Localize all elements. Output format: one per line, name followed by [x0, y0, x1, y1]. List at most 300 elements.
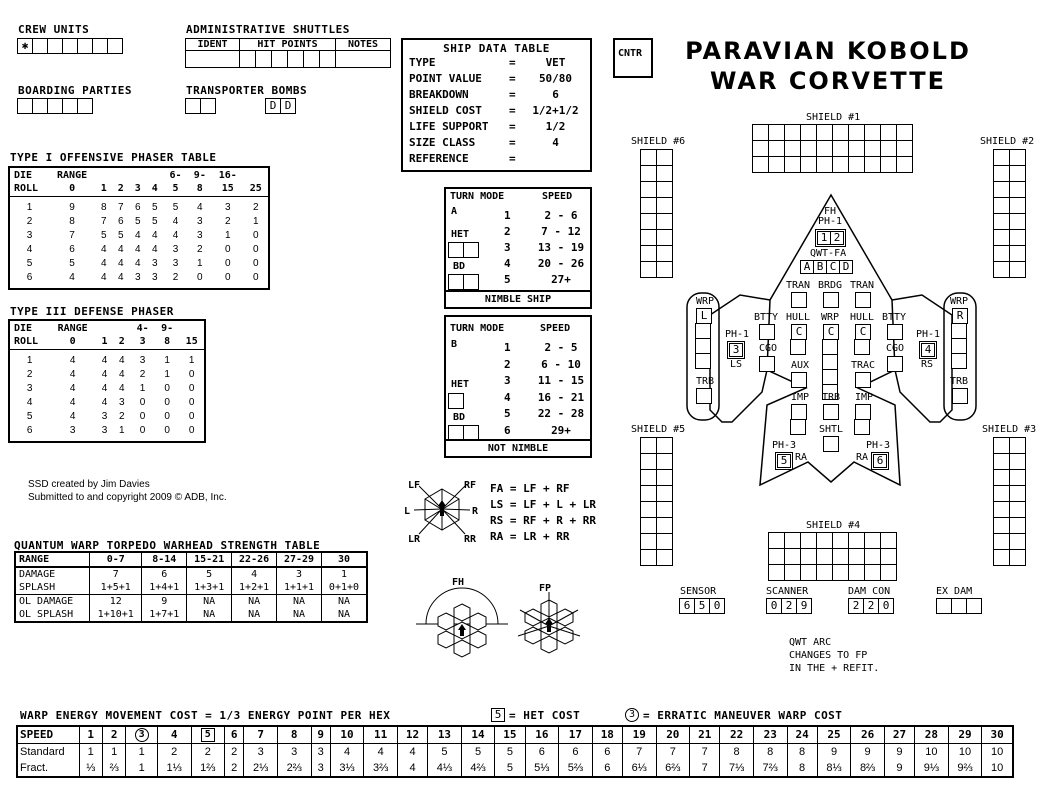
trb-right-box[interactable] — [952, 388, 968, 404]
shield-box[interactable] — [994, 214, 1010, 230]
ph3-left-box[interactable]: 5 — [775, 452, 793, 470]
ship-data-row — [409, 119, 584, 135]
shield-box[interactable] — [641, 166, 657, 182]
ship-data-row — [409, 55, 584, 71]
phaser-row — [10, 242, 268, 256]
shield-box[interactable] — [785, 549, 801, 565]
ph3-right-box[interactable]: 6 — [871, 452, 889, 470]
phaser-header: 2 — [112, 182, 129, 196]
shield3-boxes[interactable] — [993, 437, 1026, 566]
shield-box[interactable] — [641, 262, 657, 278]
shield-box[interactable] — [881, 157, 897, 173]
shield-box[interactable] — [641, 198, 657, 214]
erratic-marker: 3 — [135, 728, 149, 742]
phaser-header: ROLL — [10, 182, 49, 196]
speed-cell: 16 — [525, 726, 559, 743]
qwt-d[interactable]: D — [839, 260, 853, 274]
torp-cell: NA — [187, 595, 232, 609]
torp-cell: NA — [232, 608, 277, 622]
btty-left-box[interactable] — [759, 324, 775, 340]
fract-cell: 4⅓ — [428, 760, 462, 777]
turn-mode-number: 1 — [504, 209, 511, 222]
speed-cell: 17 — [559, 726, 593, 743]
shield-box[interactable] — [994, 518, 1010, 534]
shield-box[interactable] — [994, 438, 1010, 454]
qwt-boxes[interactable] — [800, 260, 853, 274]
turn-mode-number: 2 — [504, 225, 511, 238]
shield-box[interactable] — [769, 533, 785, 549]
shield-box[interactable] — [994, 534, 1010, 550]
shield-box[interactable] — [641, 502, 657, 518]
phaser-header — [129, 168, 146, 182]
shield-box[interactable] — [1010, 518, 1026, 534]
rs-label: RS — [921, 359, 934, 370]
shield-box[interactable] — [769, 549, 785, 565]
shield-box[interactable] — [657, 182, 673, 198]
shield-box[interactable] — [849, 533, 865, 549]
fract-cell: 6 — [592, 760, 622, 777]
qwt-note-2: CHANGES TO FP — [789, 650, 868, 661]
shield-box[interactable] — [801, 141, 817, 157]
shield-box[interactable] — [769, 125, 785, 141]
shield-box[interactable] — [641, 486, 657, 502]
shield-box[interactable] — [657, 198, 673, 214]
speed-cell: 21 — [690, 726, 720, 743]
shield-box[interactable] — [657, 550, 673, 566]
shield-box[interactable] — [833, 565, 849, 581]
shield-box[interactable] — [994, 470, 1010, 486]
transporter-bombs-label: TRANSPORTER BOMBS — [186, 84, 308, 97]
phaser-cell: 0 — [253, 243, 259, 255]
ph1-1[interactable]: 1 — [817, 231, 831, 245]
ship-data-eq: = — [509, 56, 516, 69]
std-cell: 4 — [330, 743, 364, 760]
track-box[interactable]: 0 — [709, 598, 725, 614]
turn-a-bd: BD — [453, 261, 466, 272]
ship-data-key: LIFE SUPPORT — [409, 120, 489, 133]
shield-box[interactable] — [994, 230, 1010, 246]
shield-box[interactable] — [657, 230, 673, 246]
shield-box[interactable] — [1010, 150, 1026, 166]
shield-box[interactable] — [641, 246, 657, 262]
shield-box[interactable] — [994, 502, 1010, 518]
ship-data-eq: = — [509, 136, 516, 149]
btty-right-box[interactable] — [887, 324, 903, 340]
phaser-cell: 6 — [135, 201, 141, 213]
shield-box[interactable] — [801, 125, 817, 141]
shield-box[interactable] — [994, 550, 1010, 566]
cntr-label: CNTR — [618, 48, 643, 59]
aux-label: AUX — [791, 360, 810, 371]
phaser-row — [10, 381, 204, 395]
hull-left-boxes[interactable]: C — [791, 324, 807, 355]
fract-cell: 3⅓ — [330, 760, 364, 777]
phaser-cell: 0 — [188, 382, 195, 394]
shield-box[interactable] — [657, 166, 673, 182]
shield-box[interactable] — [833, 549, 849, 565]
phaser-cell: 4 — [100, 271, 107, 283]
shield-box[interactable] — [849, 157, 865, 173]
ph1-left-box[interactable]: 3 — [727, 341, 745, 359]
track-box[interactable]: 6 — [679, 598, 695, 614]
shield-box[interactable] — [657, 214, 673, 230]
turn-mode-number: 6 — [504, 423, 511, 437]
shield-box[interactable] — [865, 565, 881, 581]
phaser3-table — [8, 319, 206, 443]
phaser-cell: 4 — [69, 368, 76, 380]
shield-box[interactable] — [657, 534, 673, 550]
shield-box[interactable] — [994, 262, 1010, 278]
ship-data-value: 1/2 — [545, 120, 566, 133]
shield-box[interactable] — [801, 157, 817, 173]
shield-box[interactable] — [833, 533, 849, 549]
ship-data-eq: = — [509, 104, 516, 117]
phaser-cell: 0 — [253, 257, 259, 269]
shield-box[interactable] — [785, 141, 801, 157]
shield-box[interactable] — [657, 502, 673, 518]
credit-line1: SSD created by Jim Davies — [28, 479, 150, 490]
fract-cell: 6⅓ — [622, 760, 656, 777]
shield-box[interactable] — [801, 549, 817, 565]
shield-box[interactable] — [641, 534, 657, 550]
ship-data-key: POINT VALUE — [409, 72, 482, 85]
qwt-b[interactable]: B — [813, 260, 827, 274]
ship-data-value: 6 — [552, 88, 559, 101]
phaser-cell: 0 — [164, 410, 170, 422]
std-cell: 9 — [884, 743, 914, 760]
turn-mode-number: 5 — [504, 273, 511, 286]
turn-mode-number: 2 — [504, 357, 511, 371]
shield-box[interactable] — [641, 438, 657, 454]
phaser-cell: 4 — [135, 229, 141, 241]
scanner-track[interactable] — [766, 598, 812, 614]
scanner-label: SCANNER — [766, 586, 809, 597]
phaser1-table — [8, 166, 270, 290]
shield-box[interactable] — [1010, 182, 1026, 198]
track-box[interactable]: 5 — [694, 598, 710, 614]
shield-box[interactable] — [881, 141, 897, 157]
brdg-box[interactable] — [823, 292, 839, 308]
torp-cell: 1 — [321, 567, 367, 581]
turn-a-bd-boxes[interactable] — [448, 274, 479, 290]
shield-box[interactable] — [817, 141, 833, 157]
crew-units-boxes[interactable] — [17, 38, 123, 54]
erratic-symbol: 3 — [625, 708, 639, 722]
phaser-cell: 9 — [69, 201, 75, 213]
turn-mode-speed: 27+ — [551, 273, 571, 286]
shield-box[interactable] — [849, 565, 865, 581]
speed-cell: 30 — [982, 726, 1013, 743]
shield-box[interactable] — [817, 549, 833, 565]
shield-box[interactable] — [897, 157, 913, 173]
arc-lr: LR — [408, 534, 421, 545]
tran-right-box[interactable] — [855, 292, 871, 308]
shield-box[interactable] — [817, 157, 833, 173]
turn-a-het: HET — [451, 229, 470, 240]
wrp-right-boxes[interactable]: R — [952, 308, 968, 369]
shield-box[interactable] — [849, 125, 865, 141]
shield-box[interactable] — [994, 486, 1010, 502]
tbomb-boxes[interactable] — [185, 98, 216, 114]
shield-box[interactable] — [849, 141, 865, 157]
shield-box[interactable] — [1010, 166, 1026, 182]
torp-cell: 1+10+1 — [90, 608, 142, 622]
fract-cell: 2⅓ — [244, 760, 278, 777]
std-cell: 3 — [277, 743, 311, 760]
phaser-cell: 7 — [117, 201, 124, 213]
fract-cell: 4⅔ — [461, 760, 495, 777]
torp-cell: 7 — [90, 567, 142, 581]
ship-data-row — [409, 151, 584, 167]
aux-box[interactable] — [791, 372, 807, 388]
phaser-cell: 0 — [225, 243, 231, 255]
speed-cell: 24 — [787, 726, 817, 743]
shield-box[interactable] — [817, 125, 833, 141]
cgo-right-box[interactable] — [887, 356, 903, 372]
shield-box[interactable] — [641, 454, 657, 470]
shield-box[interactable] — [657, 150, 673, 166]
turn-a-het-boxes[interactable] — [448, 242, 479, 258]
ph1-right-label: PH-1 — [916, 329, 941, 340]
phaser-header: 16- — [218, 169, 237, 181]
shield2-boxes[interactable] — [993, 149, 1026, 278]
shield-box[interactable] — [1010, 230, 1026, 246]
shield-box[interactable] — [785, 157, 801, 173]
shield-box[interactable] — [785, 125, 801, 141]
torp-cell: NA — [321, 595, 367, 609]
shield-box[interactable] — [641, 182, 657, 198]
torp-cell: 4 — [232, 567, 277, 581]
shield3-label: SHIELD #3 — [982, 424, 1037, 435]
torp-header: 22-26 — [232, 552, 277, 567]
phaser-header: RANGE — [57, 169, 88, 181]
trb-center-box[interactable] — [823, 404, 839, 420]
track-box[interactable]: 2 — [863, 598, 879, 614]
shield-box[interactable] — [657, 470, 673, 486]
phaser-cell: 0 — [188, 368, 195, 380]
dummy-bomb-boxes[interactable] — [265, 98, 296, 114]
ship-data-value: 4 — [552, 136, 559, 149]
shield-box[interactable] — [897, 125, 913, 141]
shield-box[interactable] — [897, 141, 913, 157]
shtl-box[interactable] — [823, 436, 839, 452]
shield-box[interactable] — [641, 230, 657, 246]
shield4-boxes[interactable] — [768, 532, 897, 581]
qwt-note-3: IN THE + REFIT. — [789, 663, 880, 674]
shield-box[interactable] — [641, 518, 657, 534]
shield-box[interactable] — [657, 438, 673, 454]
qwt-c[interactable]: C — [826, 260, 840, 274]
shield-box[interactable] — [753, 157, 769, 173]
shield-box[interactable] — [1010, 262, 1026, 278]
speed-cell: 28 — [915, 726, 949, 743]
qwt-a[interactable]: A — [800, 260, 814, 274]
ship-data-value: 50/80 — [538, 72, 573, 85]
shield-box[interactable] — [769, 565, 785, 581]
std-cell: 10 — [948, 743, 982, 760]
speed-cell: 7 — [244, 726, 278, 743]
speed-cell: 14 — [461, 726, 495, 743]
shield-box[interactable] — [994, 454, 1010, 470]
dummy-bomb-1[interactable]: D — [265, 98, 281, 114]
std-cell: 6 — [592, 743, 622, 760]
shield-box[interactable] — [865, 141, 881, 157]
shield-box[interactable] — [994, 246, 1010, 262]
torp-title: QUANTUM WARP TORPEDO WARHEAD STRENGTH TABLE — [14, 539, 321, 552]
torp-cell: 1+1+1 — [277, 581, 322, 595]
shield1-label: SHIELD #1 — [806, 112, 861, 123]
shtl-label: SHTL — [819, 424, 844, 435]
shield-box[interactable] — [657, 518, 673, 534]
phaser-header: 1 — [96, 335, 113, 349]
track-box[interactable]: 2 — [781, 598, 797, 614]
shield-box[interactable] — [641, 470, 657, 486]
boarding-party-boxes[interactable] — [17, 98, 93, 114]
shield-box[interactable] — [1010, 438, 1026, 454]
hull-right-boxes[interactable]: C — [855, 324, 871, 355]
tran-left-box[interactable] — [791, 292, 807, 308]
shield-box[interactable] — [833, 157, 849, 173]
imp-right-box[interactable] — [855, 404, 871, 435]
shield-box[interactable] — [657, 246, 673, 262]
ship-data-eq: = — [509, 88, 516, 101]
shield-box[interactable] — [994, 150, 1010, 166]
exdam-track[interactable] — [936, 598, 982, 614]
shield-box[interactable] — [849, 549, 865, 565]
shield-box[interactable] — [817, 565, 833, 581]
trb-left-box[interactable] — [696, 388, 712, 404]
fract-cell: 3 — [311, 760, 330, 777]
shield-box[interactable] — [657, 486, 673, 502]
ph3-right-arc: RA — [856, 452, 869, 463]
shield-box[interactable] — [833, 125, 849, 141]
shield-box[interactable] — [881, 125, 897, 141]
turn-mode-speed: 16 - 21 — [537, 390, 585, 404]
phaser-header: 8 — [155, 335, 180, 349]
arc-lf: LF — [408, 480, 421, 491]
shield-box[interactable] — [785, 533, 801, 549]
shield6-label: SHIELD #6 — [631, 136, 686, 147]
std-cell: 1 — [102, 743, 125, 760]
arc-hex-diagram — [402, 476, 482, 546]
shield-box[interactable] — [801, 565, 817, 581]
phaser-cell: 4 — [100, 243, 107, 255]
std-cell: 9 — [851, 743, 885, 760]
track-box[interactable]: 0 — [766, 598, 782, 614]
shield-box[interactable] — [1010, 534, 1026, 550]
shield-box[interactable] — [994, 198, 1010, 214]
shield-box[interactable] — [1010, 246, 1026, 262]
shield-box[interactable] — [881, 549, 897, 565]
turn-b-het-boxes[interactable] — [448, 393, 464, 409]
std-cell: 2 — [157, 743, 191, 760]
shield-box[interactable] — [881, 533, 897, 549]
shield1-boxes[interactable] — [752, 124, 913, 173]
track-box[interactable]: 2 — [848, 598, 864, 614]
phaser-header: 6- — [169, 169, 182, 181]
phaser-cell: 4 — [197, 201, 203, 213]
phaser-cell: 1 — [197, 257, 203, 269]
turn-mode-number: 3 — [504, 374, 511, 387]
std-cell: 10 — [982, 743, 1013, 760]
torp-header: 15-21 — [187, 552, 232, 567]
shield-box[interactable] — [1010, 550, 1026, 566]
track-box[interactable]: 0 — [878, 598, 894, 614]
torp-cell: NA — [321, 608, 367, 622]
shield-box[interactable] — [1010, 486, 1026, 502]
arc-definitions — [490, 481, 596, 545]
shield-box[interactable] — [865, 157, 881, 173]
std-cell: 5 — [461, 743, 495, 760]
shield-box[interactable] — [641, 214, 657, 230]
std-cell: 4 — [364, 743, 398, 760]
speed-cell: 8 — [277, 726, 311, 743]
shield-box[interactable] — [1010, 470, 1026, 486]
shield-box[interactable] — [817, 533, 833, 549]
torp-header: 8-14 — [142, 552, 187, 567]
shield-box[interactable] — [801, 533, 817, 549]
shield-box[interactable] — [994, 182, 1010, 198]
shield-box[interactable] — [641, 550, 657, 566]
trac-box[interactable] — [855, 372, 871, 388]
shield-box[interactable] — [657, 454, 673, 470]
turn-mode-speed: 2 - 5 — [544, 341, 578, 354]
shield5-label: SHIELD #5 — [631, 424, 686, 435]
shield-box[interactable] — [769, 141, 785, 157]
shield-box[interactable] — [865, 125, 881, 141]
dummy-bomb-2[interactable]: D — [280, 98, 296, 114]
shield6-boxes[interactable] — [640, 149, 673, 278]
shield-box[interactable] — [994, 166, 1010, 182]
torp-row-label: OL DAMAGE — [15, 595, 90, 609]
shield-box[interactable] — [1010, 214, 1026, 230]
cgo-left-box[interactable] — [759, 356, 775, 372]
fh-arc-diagram — [412, 586, 512, 662]
track-box[interactable]: 9 — [796, 598, 812, 614]
turn-mode-speed: 13 - 19 — [537, 241, 585, 254]
shield-box[interactable] — [865, 533, 881, 549]
shield-box[interactable] — [753, 141, 769, 157]
crew-box-marked[interactable]: ✱ — [17, 38, 33, 54]
shield5-boxes[interactable] — [640, 437, 673, 566]
shield-box[interactable] — [881, 565, 897, 581]
shield-box[interactable] — [1010, 454, 1026, 470]
shield-box[interactable] — [769, 157, 785, 173]
shield-box[interactable] — [641, 150, 657, 166]
shield-box[interactable] — [1010, 198, 1026, 214]
ph1-2[interactable]: 2 — [830, 231, 844, 245]
turn-mode-a — [444, 187, 592, 309]
shield-box[interactable] — [785, 565, 801, 581]
cntr-box[interactable] — [613, 38, 653, 78]
shield-box[interactable] — [865, 549, 881, 565]
shield-box[interactable] — [753, 125, 769, 141]
fract-cell: 5⅔ — [559, 760, 593, 777]
phaser-cell: 7 — [69, 229, 75, 241]
ls-label: LS — [730, 359, 743, 370]
shield-box[interactable] — [833, 141, 849, 157]
shield-box[interactable] — [1010, 502, 1026, 518]
ph1-right-box[interactable]: 4 — [919, 341, 937, 359]
damcon-track[interactable] — [848, 598, 894, 614]
wrp-left-boxes[interactable]: L — [696, 308, 712, 369]
phaser-cell: 6 — [69, 243, 75, 255]
imp-left-box[interactable] — [791, 404, 807, 435]
sensor-track[interactable] — [679, 598, 725, 614]
wrp-center-boxes[interactable]: C — [823, 324, 839, 400]
shield-box[interactable] — [657, 262, 673, 278]
ph1-fwd-boxes[interactable] — [815, 229, 846, 247]
